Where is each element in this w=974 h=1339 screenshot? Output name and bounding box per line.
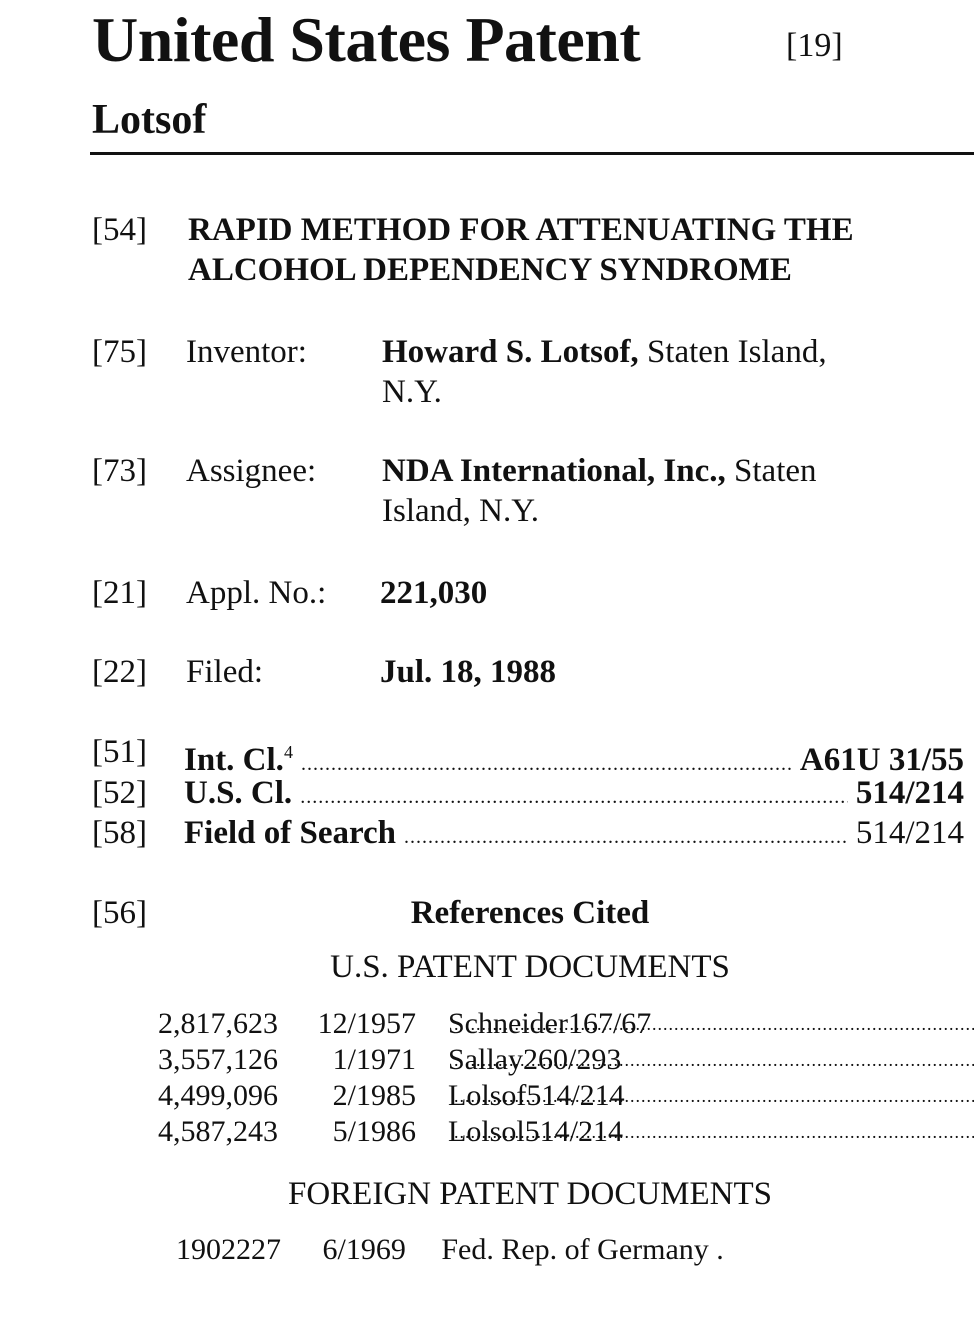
- int-cl-code: [51]: [92, 734, 147, 770]
- leader-dots: [454, 1042, 974, 1078]
- inventor-name: Howard S. Lotsof,: [382, 334, 639, 370]
- us-doc-class: 514/214: [524, 1115, 624, 1148]
- assignee-value: [382, 451, 817, 491]
- references-heading: References Cited: [410, 895, 650, 931]
- appl-no-code: [21]: [92, 575, 147, 611]
- inventor-value: [382, 332, 827, 372]
- us-doc-name: Lolsol: [448, 1115, 525, 1148]
- leader-dots: [454, 1078, 974, 1114]
- header-rule: [90, 152, 974, 155]
- foreign-patent-documents-heading: FOREIGN PATENT DOCUMENTS: [287, 1176, 773, 1212]
- field-of-search-code: [58]: [92, 815, 147, 851]
- inventor-location: Staten Island,: [638, 334, 827, 370]
- us-doc-number: 3,557,126: [158, 1043, 278, 1076]
- us-doc-name-class: [448, 1114, 964, 1150]
- us-cl-row: [184, 773, 964, 813]
- foreign-doc-number: 1902227: [176, 1233, 281, 1266]
- us-doc-name: Sallay: [448, 1043, 523, 1076]
- us-doc-name-class: [448, 1042, 964, 1078]
- title-code: [54]: [92, 212, 147, 248]
- leader-dots: [454, 1114, 974, 1150]
- foreign-doc-country: Fed. Rep. of Germany .: [441, 1233, 724, 1266]
- appl-no-value: 221,030: [380, 575, 488, 611]
- us-cl-code: [52]: [92, 775, 147, 811]
- assignee-location-line-2: Island, N.Y.: [382, 493, 540, 529]
- us-doc-class: 260/293: [523, 1043, 622, 1076]
- us-doc-class: 167/67: [567, 1007, 652, 1040]
- inventor-surname: Lotsof: [92, 97, 207, 143]
- us-cl-label: U.S. Cl.: [184, 775, 293, 811]
- us-doc-name: Lolsof: [448, 1079, 527, 1112]
- appl-no-label: Appl. No.:: [186, 575, 327, 611]
- assignee-location: Staten: [725, 453, 817, 489]
- int-cl-label: Int. Cl.$^4$: [184, 742, 293, 778]
- field-of-search-row: [184, 813, 964, 853]
- references-code: [56]: [92, 895, 147, 931]
- leader-dots: [454, 1006, 974, 1042]
- us-doc-class: 514/214: [526, 1079, 625, 1112]
- us-doc-date: 1/1971: [332, 1043, 416, 1076]
- us-doc-row: [158, 1006, 964, 1042]
- foreign-doc-date: 6/1969: [322, 1233, 406, 1266]
- int-cl-value: A61U 31/55: [799, 742, 964, 778]
- field-of-search-label: Field of Search: [184, 815, 397, 851]
- us-doc-name: Schneider: [448, 1007, 568, 1040]
- field-of-search-value: 514/214: [855, 815, 964, 851]
- assignee-code: [73]: [92, 453, 147, 489]
- leader-dots: [300, 777, 848, 817]
- invention-title-line-1: RAPID METHOD FOR ATTENUATING THE: [188, 212, 854, 248]
- int-cl-row: [184, 732, 964, 778]
- inventor-code: [75]: [92, 334, 147, 370]
- us-doc-name-class: [448, 1078, 964, 1114]
- us-doc-row: [158, 1114, 964, 1150]
- us-doc-number: 4,499,096: [158, 1079, 278, 1112]
- us-cl-value: 514/214: [855, 775, 964, 811]
- inventor-location-line-2: N.Y.: [382, 374, 442, 410]
- us-doc-date: 5/1986: [332, 1115, 416, 1148]
- foreign-doc-row: [176, 1232, 724, 1268]
- patent-title: United States Patent: [92, 4, 641, 75]
- us-doc-name-class: [448, 1006, 964, 1042]
- us-doc-date: 12/1957: [317, 1007, 416, 1040]
- us-doc-row: [158, 1078, 964, 1114]
- leader-dots: [404, 817, 848, 857]
- filed-value: Jul. 18, 1988: [380, 654, 557, 690]
- us-doc-number: 4,587,243: [158, 1115, 278, 1148]
- inventor-label: Inventor:: [186, 334, 307, 370]
- patent-code-19: [19]: [786, 27, 843, 64]
- us-doc-date: 2/1985: [332, 1079, 416, 1112]
- assignee-label: Assignee:: [186, 453, 317, 489]
- assignee-name: NDA International, Inc.,: [382, 453, 726, 489]
- filed-code: [22]: [92, 654, 147, 690]
- us-patent-documents-heading: U.S. PATENT DOCUMENTS: [330, 949, 730, 985]
- filed-label: Filed:: [186, 654, 264, 690]
- us-doc-number: 2,817,623: [158, 1007, 278, 1040]
- invention-title-line-2: ALCOHOL DEPENDENCY SYNDROME: [188, 252, 792, 288]
- us-doc-row: [158, 1042, 964, 1078]
